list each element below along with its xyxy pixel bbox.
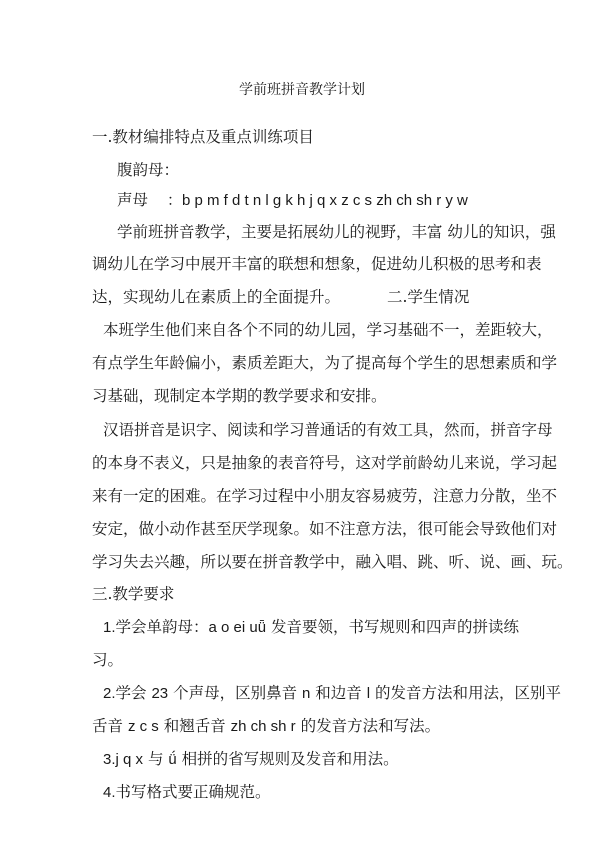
requirement-2-mid1: 个声母，区别鼻音 [168,684,302,702]
requirement-3-letters: j q x [115,751,144,768]
requirement-2-retro: zh ch sh r [230,718,296,735]
document-title: 学前班拼音教学计划 [239,82,365,98]
requirement-3-number: 3. [103,751,116,768]
requirement-4-line [103,782,271,803]
requirement-4-number: 4. [103,784,116,801]
para2-line3: 习基础，现制定本学期的教学要求和安排。 [92,387,387,405]
requirement-2-line2 [92,716,440,737]
requirement-4-text: 书写格式要正确规范。 [115,783,271,801]
requirement-2-line2-pre: 舌音 [92,717,128,735]
para2-line1: 本班学生他们来自各个不同的幼儿园，学习基础不一，差距较大， [103,321,553,339]
section-heading-3: 三.教学要求 [92,585,175,603]
para3-line4: 安定，做小动作甚至厌学现象。如不注意方法，很可能会导致他们对 [92,520,558,538]
requirement-2-count: 23 [151,685,169,702]
requirement-1-line2: 习。 [92,651,124,669]
para1-line1: 学前班拼音教学，主要是拓展幼儿的视野，丰富 幼儿的知识，强 [117,223,556,241]
requirement-3-line [103,749,399,770]
subheading-finals: 腹韵母： [117,161,180,179]
section-heading-2: 二.学生情况 [386,288,470,306]
requirement-2-line2-mid: 和翘舌音 [158,717,231,735]
requirement-2-l: l [366,685,371,702]
requirement-3-u: ǘ [168,751,177,768]
requirement-2-number: 2. [103,685,116,702]
requirement-1-letters: a o ei uǖ [208,619,267,636]
para3-line5: 学习失去兴趣，所以要在拼音教学中，融入唱、跳、听、说、画、玩。 [92,553,573,571]
requirement-2-mid2: 和边音 [310,684,367,702]
requirement-2-pre: 学会 [115,684,152,702]
requirement-3-post: 相拼的省写规则及发音和用法。 [176,750,399,768]
para3-line2: 的本身不表义，只是抽象的表音符号，这对学前龄幼儿来说，学习起 [92,454,558,472]
requirement-1-number: 1. [103,619,116,636]
requirement-1-pre: 学会单韵母： [115,618,209,636]
para1-line2: 调幼儿在学习中展开丰富的联想和想象，促进幼儿积极的思考和表 [92,255,542,273]
para3-line1: 汉语拼音是识字、阅读和学习普通话的有效工具，然而，拼音字母 [103,421,553,439]
requirement-1-line1 [103,617,519,638]
initials-label: 声母 [117,191,149,209]
requirement-2-n: n [302,685,311,702]
para2-line2: 有点学生年龄偏小，素质差距大，为了提高每个学生的思想素质和学 [92,354,558,372]
para3-line3: 来有一定的困难。在学习过程中小朋友容易疲劳，注意力分散，坐不 [92,487,558,505]
requirement-1-post: 发音要领，书写规则和四声的拼读练 [266,618,520,636]
requirement-3-mid: 与 [143,750,169,768]
requirement-2-post: 的发音方法和用法，区别平 [370,684,561,702]
requirement-2-line2-post: 的发音方法和写法。 [295,717,441,735]
requirement-2-flat: z c s [127,718,159,735]
section-heading-1: 一.教材编排特点及重点训练项目 [92,128,314,146]
para1-line3 [92,287,469,307]
initials-line [117,190,468,211]
initials-list: ：b p m f d t n l g k h j q x z c s zh ch sh r y w [166,192,468,209]
requirement-2-line1 [103,683,561,704]
para1-line3-text: 达，实现幼儿在素质上的全面提升。 [92,288,341,306]
